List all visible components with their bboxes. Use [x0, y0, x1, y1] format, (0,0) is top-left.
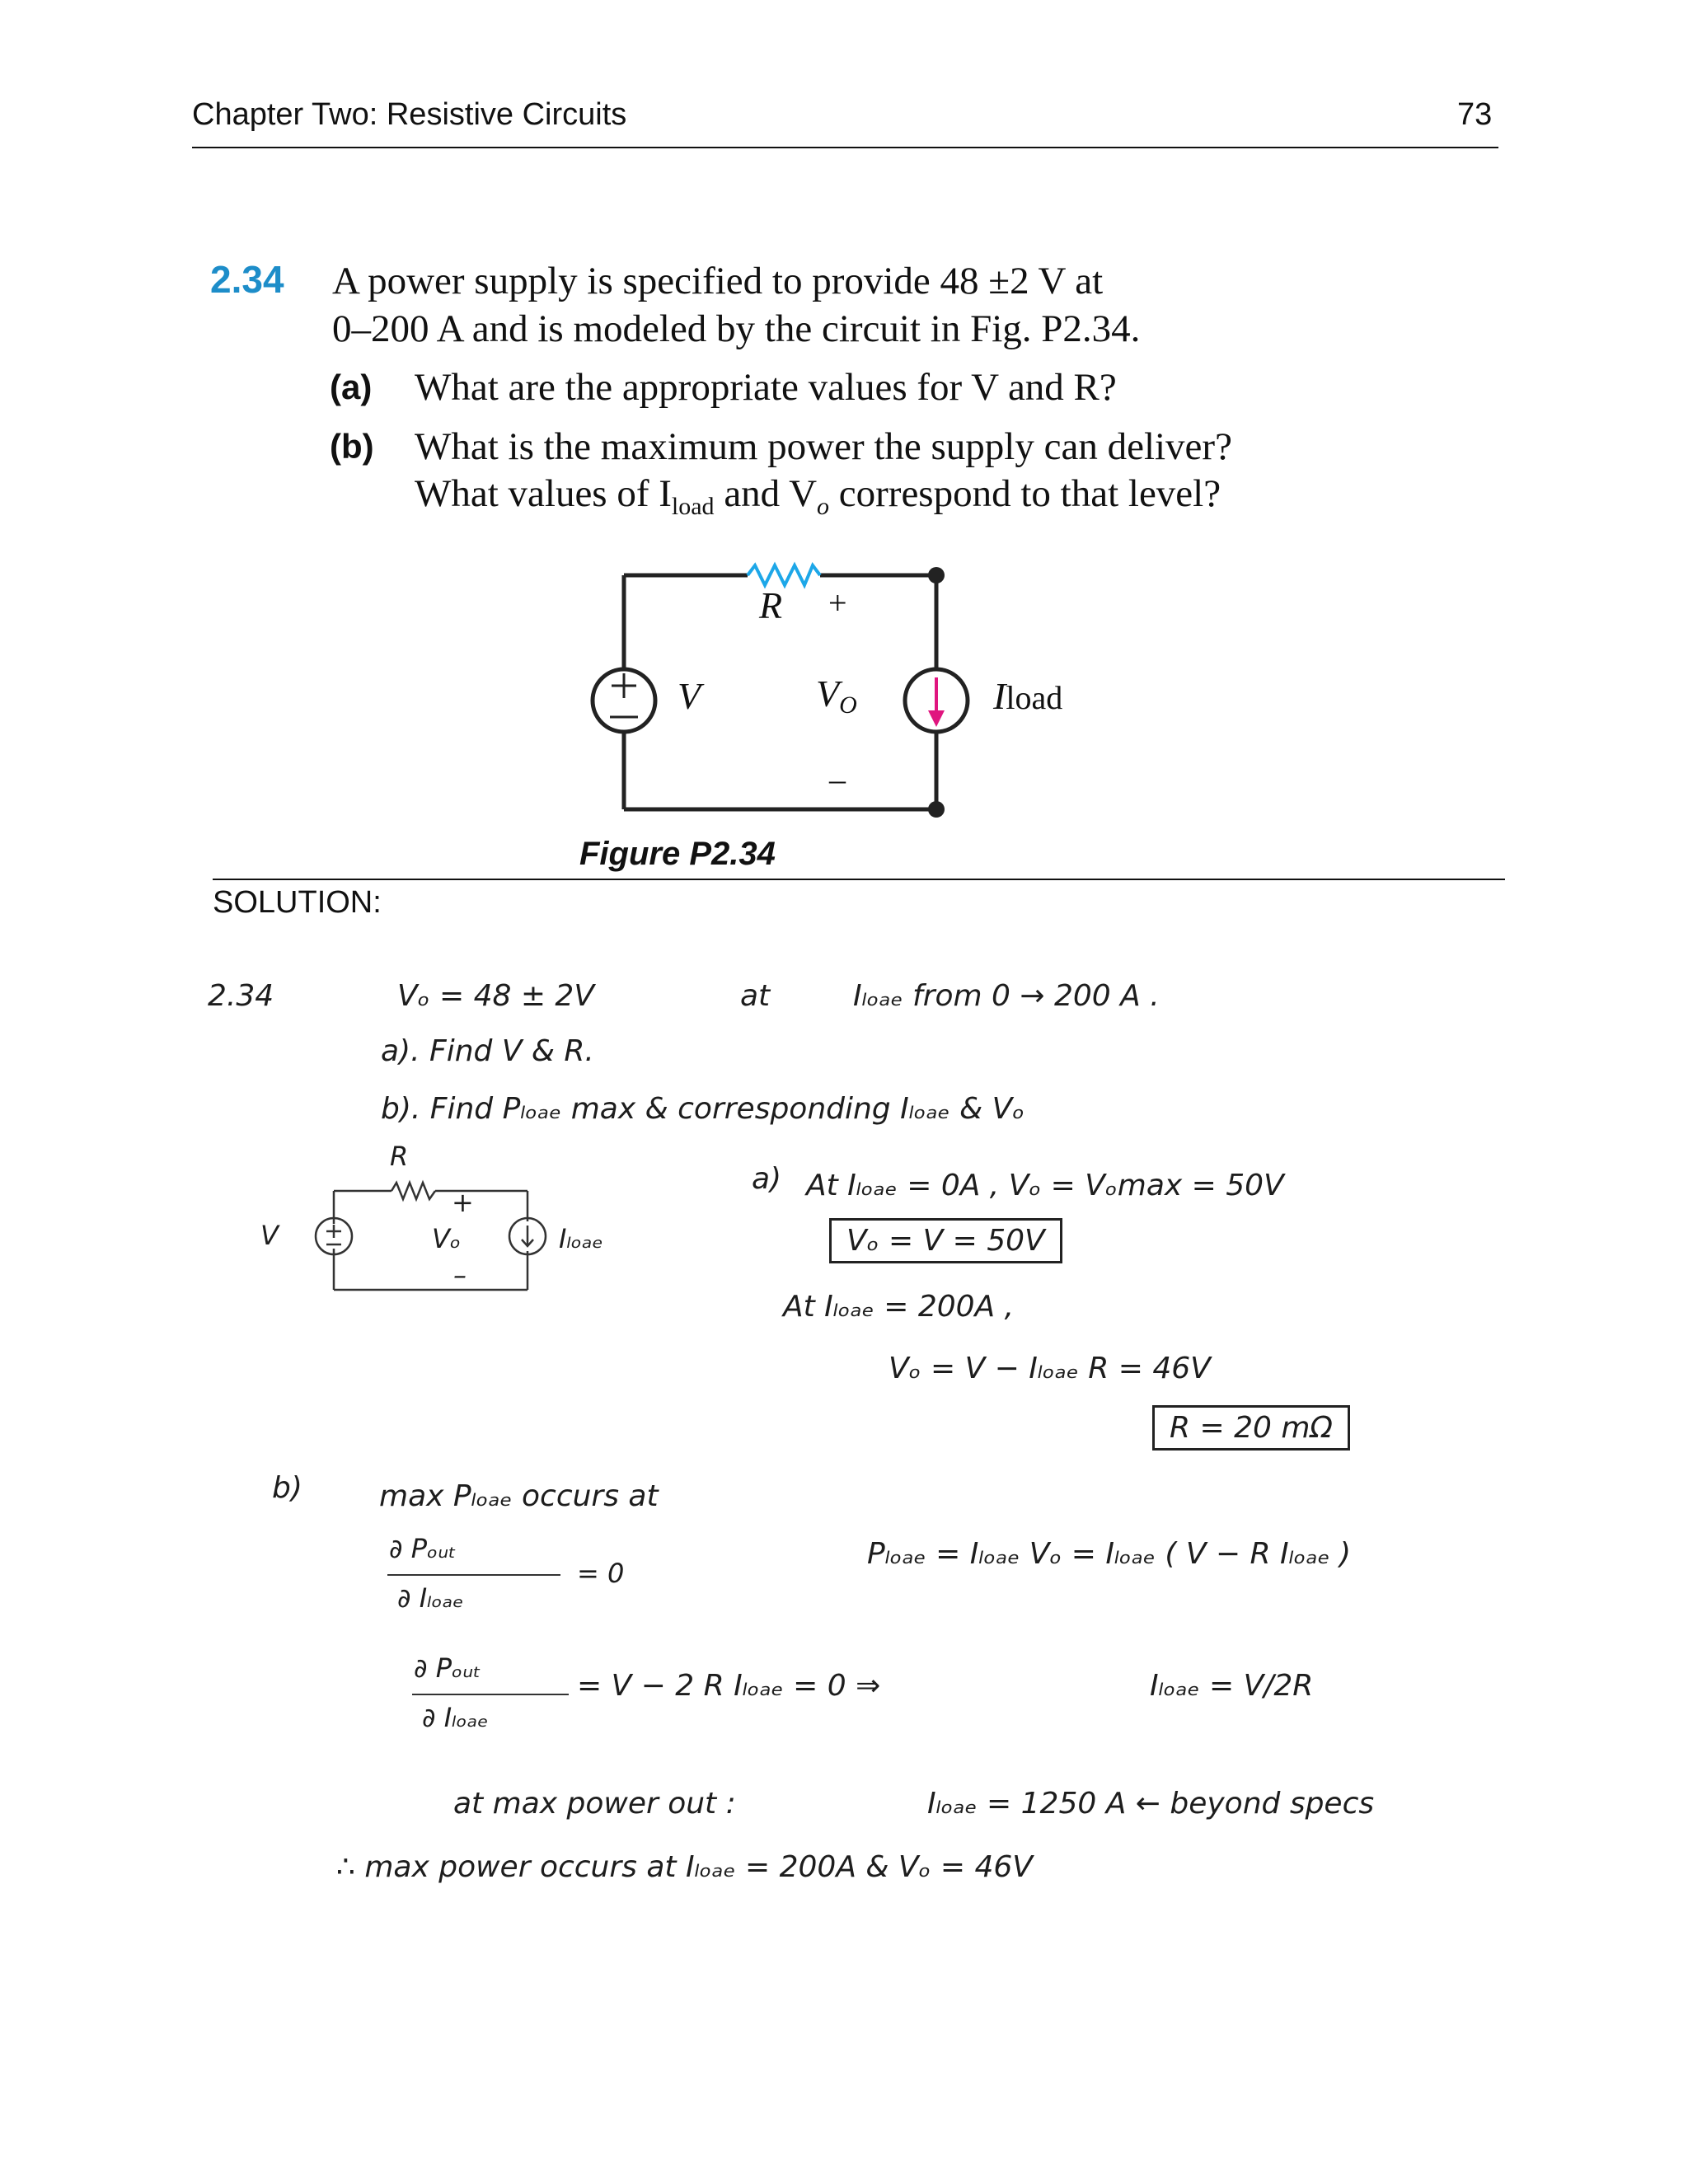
part-b-label: (b)	[330, 427, 374, 466]
problem-statement-line1: A power supply is specified to provide 48 ±2 V at	[332, 260, 1104, 302]
solution-part-a-label: a)	[752, 1162, 782, 1196]
solution-a-line3: Vₒ = V − Iₗₒₐₑ R = 46V	[889, 1352, 1211, 1385]
solution-b-deriv1-rhs: = 0	[577, 1558, 625, 1589]
part-b-line1: What is the maximum power the supply can deliver?	[415, 425, 1232, 468]
part-a-label: (a)	[330, 368, 373, 406]
solution-b-deriv1-den: ∂ Iₗₒₐₑ	[397, 1582, 464, 1614]
solution-b-line1: max Pₗₒₐₑ occurs at	[379, 1479, 659, 1513]
solution-given-at: at	[740, 979, 771, 1013]
solution-heading: SOLUTION:	[213, 885, 382, 920]
solution-task-a: a). Find V & R.	[381, 1034, 594, 1068]
chapter-title: Chapter Two: Resistive Circuits	[192, 97, 627, 132]
sketch-label-r: R	[390, 1141, 409, 1172]
solution-b-maxpower-value: Iₗₒₐₑ = 1250 A ← beyond specs	[927, 1787, 1375, 1821]
figure-label-plus: +	[828, 584, 847, 621]
sketch-label-plus: +	[452, 1187, 474, 1218]
figure-caption: Figure P2.34	[579, 836, 776, 872]
solution-problem-ref: 2.34	[208, 979, 274, 1013]
solution-b-power: Pₗₒₐₑ = Iₗₒₐₑ Vₒ = Iₗₒₐₑ ( V − R Iₗₒₐₑ )	[867, 1537, 1352, 1571]
problem-number: 2.34	[210, 258, 284, 301]
solution-b-deriv1-bar	[387, 1574, 560, 1576]
solution-a-box2: R = 20 mΩ	[1152, 1405, 1350, 1451]
solution-given-range: Iₗₒₐₑ from 0 → 200 A .	[853, 979, 1160, 1013]
solution-rule	[213, 879, 1505, 880]
resistor-icon	[748, 565, 820, 585]
node-bottom	[928, 801, 945, 818]
part-a-text: What are the appropriate values for V and R?	[415, 366, 1117, 409]
sketch-label-minus: –	[453, 1259, 467, 1291]
sketch-resistor-icon	[392, 1183, 435, 1199]
sketch-label-v: V	[260, 1220, 279, 1251]
problem-statement-line2: 0–200 A and is modeled by the circuit in Fig. P2.34.	[332, 307, 1141, 350]
solution-b-maxpower-label: at max power out :	[453, 1787, 736, 1821]
figure-label-vo: VO	[816, 673, 857, 719]
solution-b-deriv2-bar	[412, 1694, 569, 1695]
page-number: 73	[1457, 97, 1493, 132]
node-top	[928, 567, 945, 583]
figure-label-minus: –	[829, 761, 846, 798]
solution-b-conclusion: ∴ max power occurs at Iₗₒₐₑ = 200A & Vₒ = 46V	[336, 1850, 1033, 1884]
solution-b-deriv2-den: ∂ Iₗₒₐₑ	[422, 1702, 489, 1733]
solution-b-deriv2-num: ∂ Pₒᵤₜ	[414, 1652, 481, 1684]
part-b-line2: What values of $I_{load}$ and $V_o$ correspond to that level?	[415, 472, 1221, 520]
solution-a-line1: At Iₗₒₐₑ = 0A , Vₒ = Vₒmax = 50V	[806, 1169, 1284, 1202]
solution-part-b-label: b)	[272, 1471, 302, 1505]
solution-a-box1: Vₒ = V = 50V	[829, 1218, 1062, 1263]
figure-label-iload: Iload	[993, 675, 1063, 717]
sketch-label-iload: Iₗₒₐₑ	[559, 1223, 603, 1254]
solution-a-line2: At Iₗₒₐₑ = 200A ,	[783, 1290, 1015, 1324]
solution-given: Vₒ = 48 ± 2V	[397, 979, 594, 1013]
solution-task-b: b). Find Pₗₒₐₑ max & corresponding Iₗₒₐₑ & Vₒ	[381, 1092, 1025, 1126]
sketch-label-vo: Vₒ	[432, 1223, 462, 1254]
solution-b-result: Iₗₒₐₑ = V/2R	[1150, 1669, 1314, 1703]
figure-label-r: R	[759, 584, 783, 626]
header-rule	[192, 147, 1498, 148]
solution-b-deriv2-rhs: = V − 2 R Iₗₒₐₑ = 0 ⇒	[577, 1669, 881, 1703]
figure-label-v: V	[678, 675, 701, 717]
solution-b-deriv1-num: ∂ Pₒᵤₜ	[389, 1533, 457, 1564]
